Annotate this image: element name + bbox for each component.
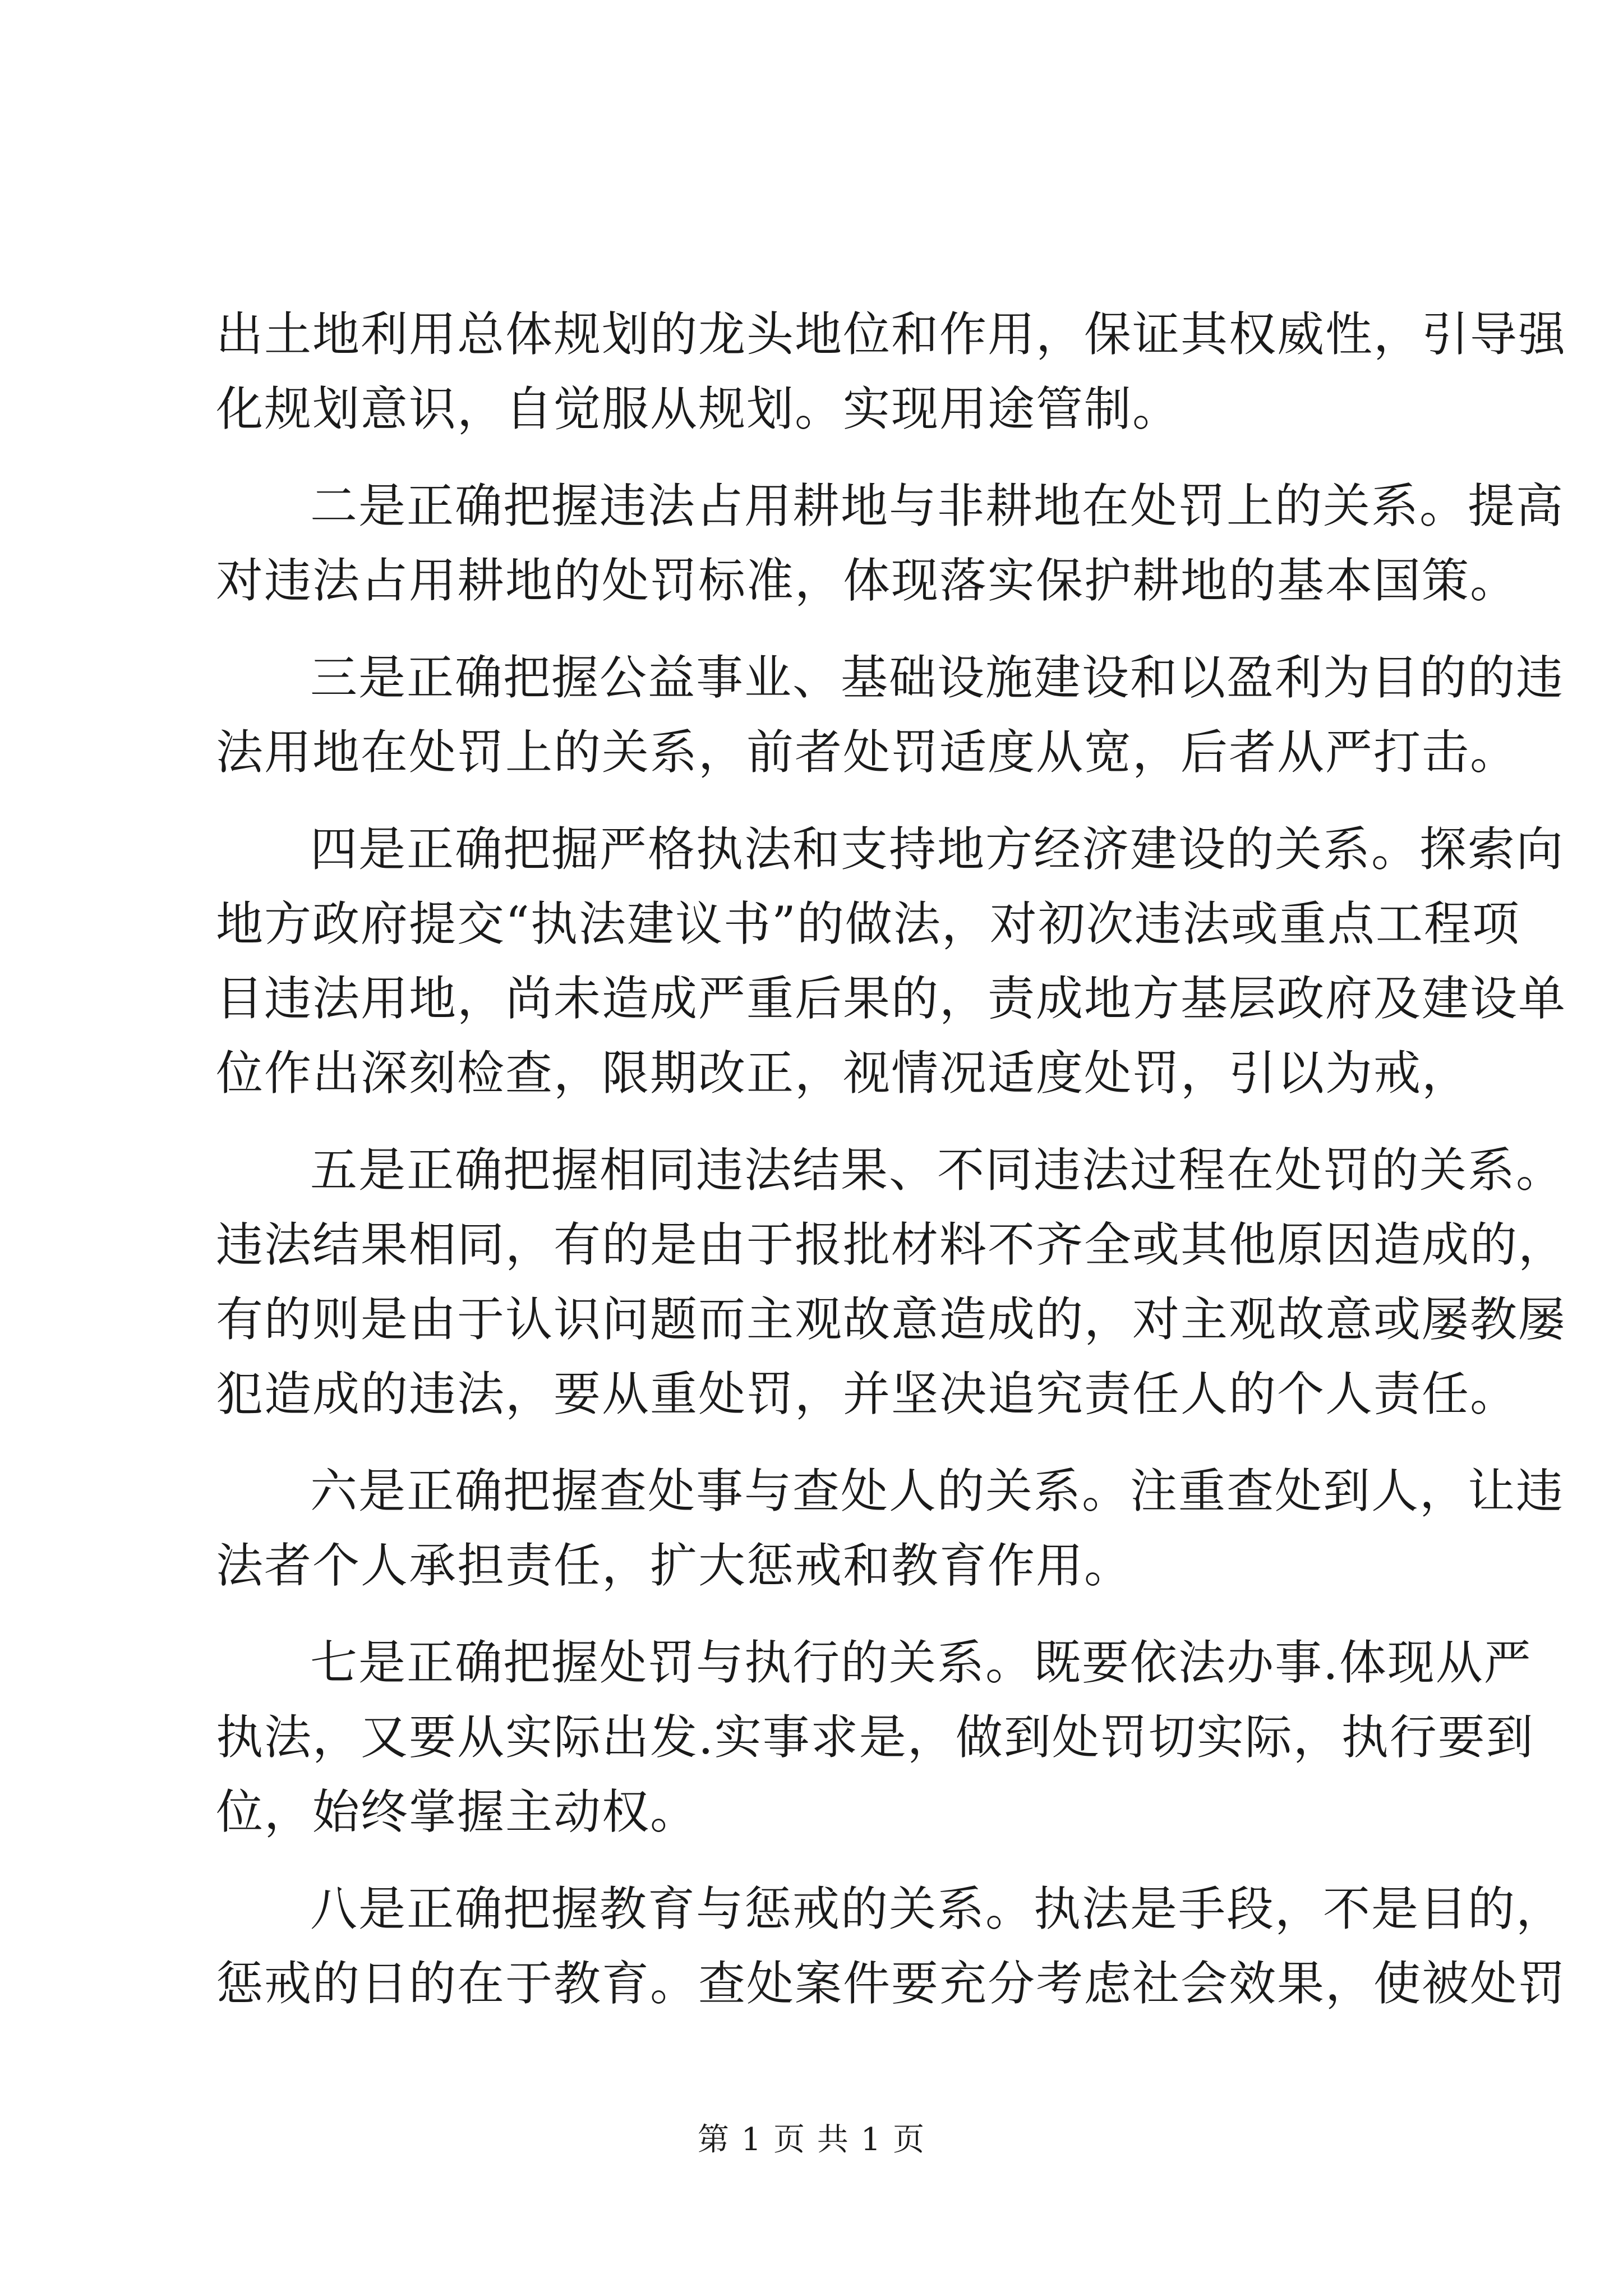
text-line: 犯造成的违法，要从重处罚，并坚决追究责任人的个人责任。	[216, 1366, 1519, 1421]
text-line: 八是正确把握教育与惩戒的关系。执法是手段，不是目的，	[310, 1881, 1565, 1936]
text-line: 位作出深刻检查，限期改正，视情况适度处罚，引以为戒，	[216, 1046, 1470, 1101]
text-line: 目违法用地，尚未造成严重后果的，责成地方基层政府及建设单	[216, 971, 1567, 1026]
paragraph-gap	[216, 1432, 1416, 1454]
text-line: 执法，又要从实际出发.实事求是，做到处罚切实际，执行要到	[216, 1710, 1534, 1765]
paragraph-gap	[216, 1111, 1416, 1133]
text-line: 五是正确把握相同违法结果、不同违法过程在处罚的关系。	[310, 1143, 1565, 1198]
text-line: 法用地在处罚上的关系，前者处罚适度从宽，后者从严打击。	[216, 725, 1519, 780]
text-line: 地方政府提交“执法建议书”的做法，对初次违法或重点工程项	[216, 896, 1520, 951]
text-line: 有的则是由于认识问题而主观故意造成的，对主观故意或屡教屡	[216, 1292, 1567, 1347]
text-line: 四是正确把掘严格执法和支持地方经济建设的关系。探索向	[310, 822, 1565, 877]
text-line: 出土地利用总体规划的龙头地位和作用，保证其权威性，引导强	[216, 307, 1567, 362]
text-line: 违法结果相同，有的是由于报批材料不齐全或其他原因造成的，	[216, 1217, 1567, 1272]
text-line: 化规划意识，自觉服从规划。实现用途管制。	[216, 381, 1181, 436]
paragraph-gap	[216, 1603, 1416, 1626]
text-line: 二是正确把握违法占用耕地与非耕地在处罚上的关系。提高	[310, 478, 1565, 533]
text-line: 六是正确把握查处事与查处人的关系。注重查处到人，让违	[310, 1464, 1565, 1519]
text-line: 对违法占用耕地的处罚标准，体现落实保护耕地的基本国策。	[216, 553, 1519, 608]
text-line: 惩戒的日的在于教育。查处案件要充分考虑社会效果，使被处罚	[216, 1956, 1567, 2011]
text-line: 三是正确把握公益事业、基础设施建设和以盈利为目的的违	[310, 650, 1565, 705]
page-footer: 第 1 页 共 1 页	[697, 2122, 926, 2158]
paragraph-gap	[216, 1849, 1416, 1872]
text-line: 位，始终掌握主动权。	[216, 1784, 699, 1839]
paragraph-gap	[216, 618, 1416, 641]
text-line: 法者个人承担责任，扩大惩戒和教育作用。	[216, 1538, 1133, 1593]
paragraph-gap	[216, 790, 1416, 812]
paragraph-gap	[216, 447, 1416, 469]
text-line: 七是正确把握处罚与执行的关系。既要依法办事.体现从严	[310, 1635, 1532, 1690]
document-body	[216, 297, 1567, 2021]
